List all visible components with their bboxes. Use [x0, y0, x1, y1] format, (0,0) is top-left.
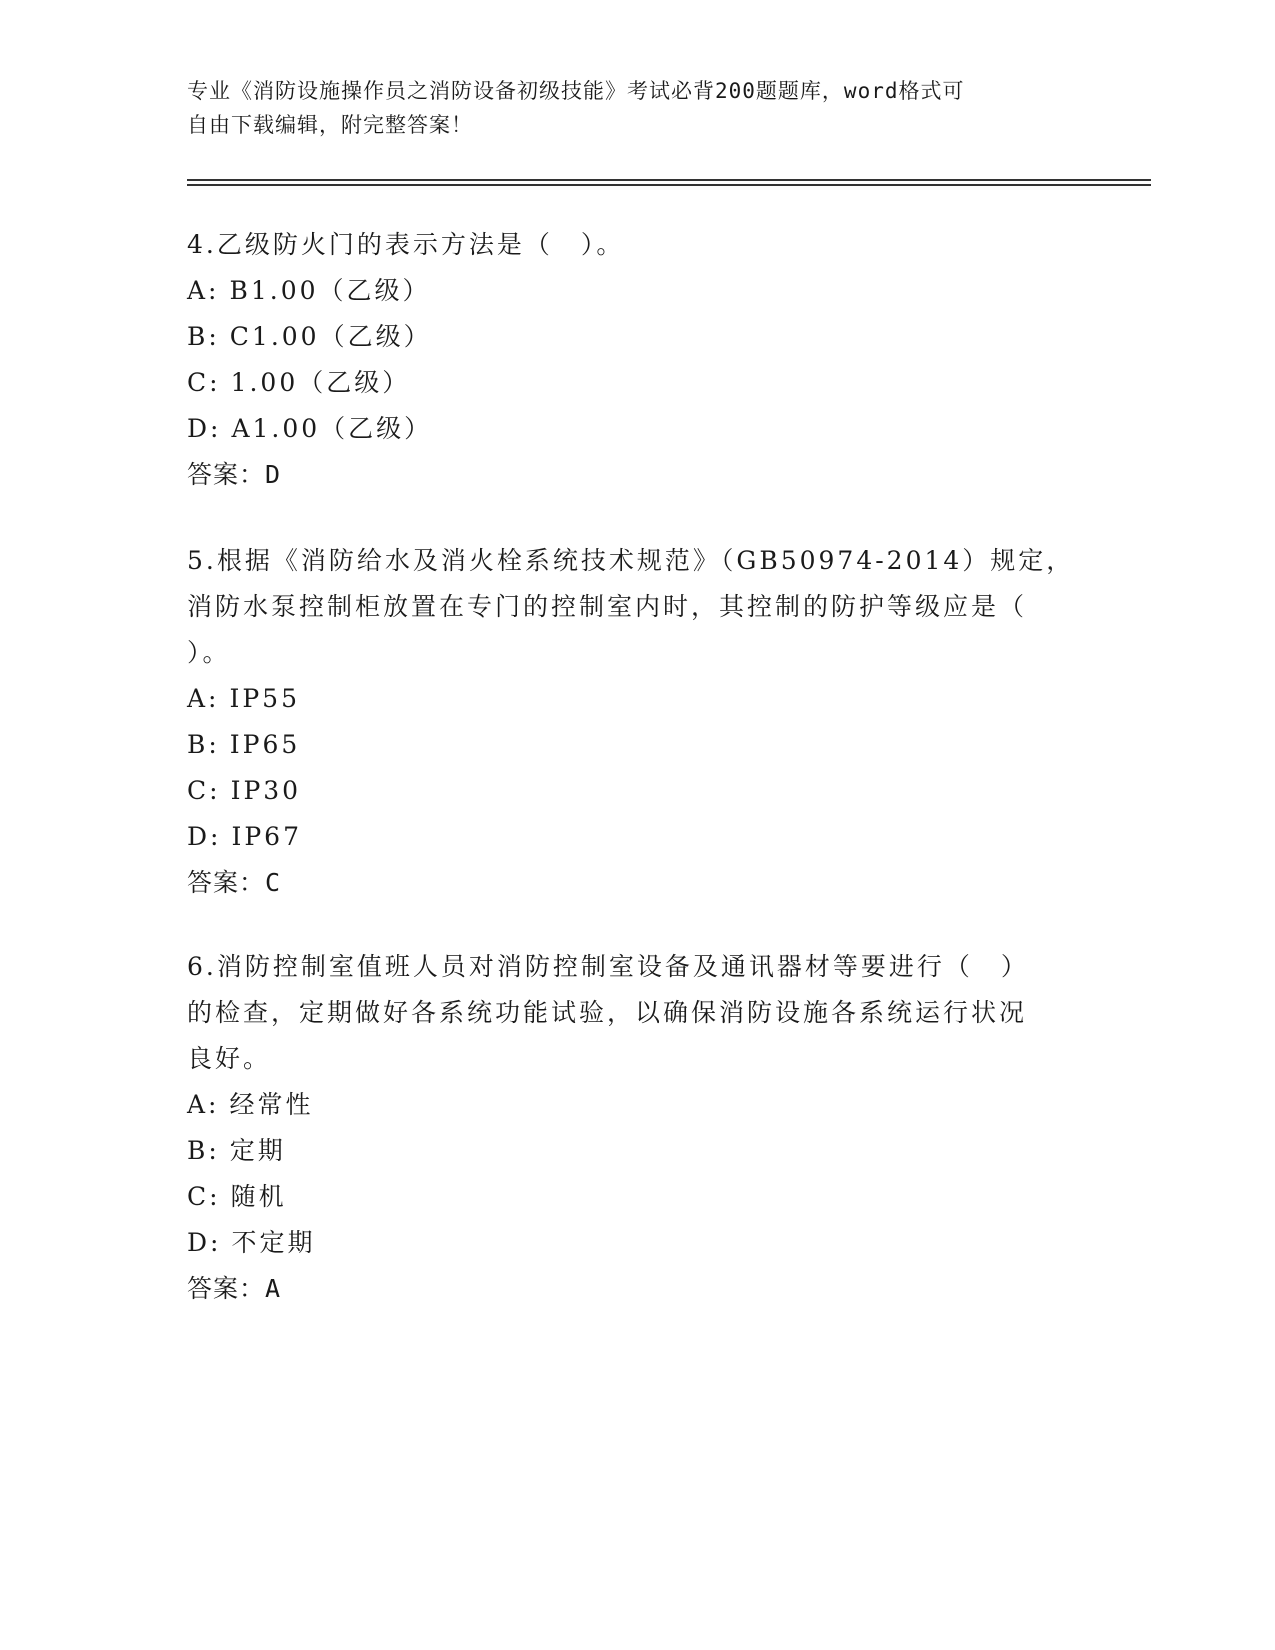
header-line-1: 专业《消防设施操作员之消防设备初级技能》考试必背200题题库，word格式可 [187, 79, 965, 103]
option-key: B: [187, 1136, 220, 1165]
option-key: D: [187, 822, 222, 851]
option-a [187, 1082, 1067, 1128]
answer-value: A [265, 1274, 282, 1303]
question-block [187, 944, 1067, 1312]
question-text: 4.乙级防火门的表示方法是（ ）。 [187, 230, 625, 259]
option-d [187, 406, 1067, 452]
option-text: 经常性 [229, 1090, 314, 1119]
answer-value: D [265, 460, 282, 489]
answer-line [187, 452, 1067, 498]
answer-label: 答案： [187, 868, 266, 897]
option-a [187, 676, 1067, 722]
option-key: C: [187, 368, 221, 397]
question-block [187, 222, 1067, 498]
option-key: A: [187, 1090, 220, 1119]
option-c [187, 1174, 1067, 1220]
option-d [187, 814, 1067, 860]
header-divider-top [187, 179, 1151, 181]
answer-label: 答案： [187, 460, 266, 489]
option-d [187, 1220, 1067, 1266]
option-text: 不定期 [231, 1228, 316, 1257]
answer-line [187, 1266, 1067, 1312]
question-text: 5.根据《消防给水及消火栓系统技术规范》（GB50974-2014）规定， [187, 546, 1075, 575]
option-b [187, 722, 1067, 768]
answer-value: C [265, 868, 282, 897]
option-text: A1.00（乙级） [231, 414, 433, 443]
option-text: IP65 [229, 730, 301, 759]
option-c [187, 360, 1067, 406]
option-a [187, 268, 1067, 314]
answer-line [187, 860, 1067, 906]
option-key: C: [187, 776, 221, 805]
option-text: IP67 [231, 822, 302, 851]
option-text: IP55 [229, 684, 300, 713]
option-text: 随机 [230, 1182, 287, 1211]
option-key: A: [187, 276, 220, 305]
option-key: D: [187, 1228, 222, 1257]
option-key: B: [187, 322, 220, 351]
header-divider-bottom [187, 184, 1151, 186]
option-text: 1.00（乙级） [230, 368, 411, 397]
option-b [187, 1128, 1067, 1174]
option-text: B1.00（乙级） [229, 276, 431, 305]
option-text: C1.00（乙级） [229, 322, 432, 351]
option-text: 定期 [229, 1136, 286, 1165]
question-text: 的检查，定期做好各系统功能试验，以确保消防设施各系统运行状况 [187, 998, 1028, 1027]
option-c [187, 768, 1067, 814]
question-block [187, 538, 1075, 906]
question-text: ）。 [187, 638, 231, 667]
option-key: A: [187, 684, 220, 713]
question-text: 良好。 [187, 1044, 272, 1073]
answer-label: 答案： [187, 1274, 266, 1303]
option-key: B: [187, 730, 220, 759]
option-key: C: [187, 1182, 221, 1211]
option-text: IP30 [230, 776, 302, 805]
option-b [187, 314, 1067, 360]
question-text: 6.消防控制室值班人员对消防控制室设备及通讯器材等要进行（ ） [187, 952, 1029, 981]
header-line-2: 自由下载编辑，附完整答案！ [187, 113, 473, 137]
document-header [187, 74, 1067, 142]
question-text: 消防水泵控制柜放置在专门的控制室内时，其控制的防护等级应是（ [187, 592, 1028, 621]
option-key: D: [187, 414, 222, 443]
